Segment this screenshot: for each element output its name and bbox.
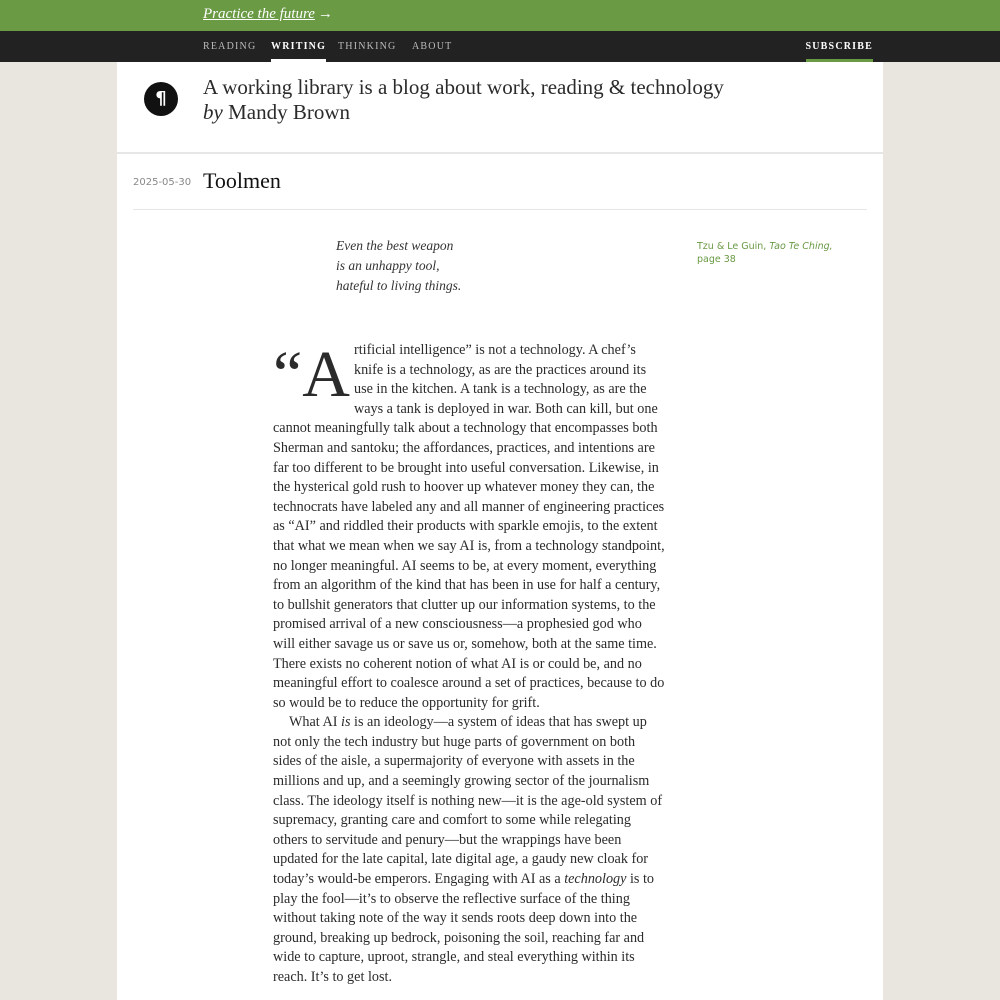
- nav-reading[interactable]: READING: [203, 41, 257, 52]
- nav-writing[interactable]: WRITING: [271, 31, 326, 62]
- epigraph-line: Even the best weapon: [336, 238, 454, 253]
- nav-about[interactable]: ABOUT: [412, 41, 453, 52]
- paragraph: [273, 338, 665, 713]
- nav-thinking[interactable]: THINKING: [338, 41, 397, 52]
- paragraph-text: rtificial intelligence” is not a technology. A chef’s knife is a technology, as are the practices around its use in the kitchen. A tank is a technology, as are the ways a tank is deployed in war. Both can kill, but one cannot meaningfully talk about a technology that encompasses both Sherman and santoku; the affordances, practices, and intentions are far too different to be brought into useful conversation. Likewise, in the hysterical gold rush to hoover up whatever money they can, the technocrats have labeled any and all manner of engineering practices as “AI” and riddled their products with sparkle emojis, to the extent that what we mean when we say AI is, from a technology standpoint, no longer meaningful. AI seems to be, at every moment, everything from an algorithm of the kind that has been in use for half a century, to bullshit generators that clutter up our information systems, to the promised arrival of a new consciousness—a prophesied god who will either savage us or save us or, somehow, both at the same time. There exists no coherent notion of what AI is or could be, and no meaningful effort to coalesce around a set of practices, because to do so would be to reduce the opportunity for grift.: [273, 342, 665, 711]
- epigraph-line: is an unhappy tool,: [336, 258, 440, 273]
- paragraph-text: is an ideology—a system of ideas that has swept up not only the tech industry but huge parts of government on both sides of the aisle, a supermajority of everyone with assets in the millions and up, and a seemingly growing sector of the journalism class. The ideology itself is nothing new—it is the age-old system of supremacy, granting care and comfort to some while relegating others to servitude and penury—but the wrappings have been updated for the late capital, late digital age, a gaudy new cloak for today’s would-be emperors. Engaging with AI as a: [273, 714, 663, 888]
- emphasis: is: [341, 714, 351, 731]
- byline-by: by: [203, 100, 223, 124]
- promo-link-text: Practice the future: [203, 6, 315, 22]
- emphasis: technology: [564, 871, 627, 888]
- practice-the-future-link[interactable]: [203, 6, 333, 23]
- author-name[interactable]: Mandy Brown: [228, 100, 350, 124]
- article-body: [273, 338, 665, 988]
- arrow-right-icon: →: [317, 6, 333, 22]
- epigraph-line: hateful to living things.: [336, 278, 462, 293]
- site-tagline: [203, 75, 803, 125]
- drop-cap: “A: [273, 338, 350, 411]
- paragraph-text: is to play the fool—it’s to observe the reflective surface of the thing without taking note of the way it sends roots deep down into the ground, breaking up bedrock, poisoning the soil, reaching far and wide to capture, uproot, strangle, and steal everything within its reach. It’s to get lost.: [273, 871, 655, 985]
- epigraph: [336, 236, 461, 296]
- promo-bar: [0, 0, 1000, 31]
- citation-author: Tzu & Le Guin,: [697, 241, 770, 252]
- paragraph: [273, 713, 665, 987]
- citation-book[interactable]: Tao Te Ching,: [769, 241, 833, 252]
- tagline-text: A working library is a blog about work, reading & technology: [203, 75, 724, 99]
- page-content: [117, 62, 883, 1000]
- post-header: [133, 154, 867, 210]
- top-navigation: [0, 31, 1000, 62]
- epigraph-citation: [697, 240, 847, 266]
- pilcrow-logo-icon[interactable]: ¶: [144, 82, 178, 116]
- subscribe-link[interactable]: SUBSCRIBE: [806, 31, 874, 62]
- post-date: 2025-05-30: [133, 177, 192, 188]
- paragraph-text: What AI: [289, 714, 342, 731]
- citation-page: page 38: [697, 254, 736, 265]
- post-title[interactable]: Toolmen: [203, 168, 281, 193]
- masthead: [117, 62, 883, 154]
